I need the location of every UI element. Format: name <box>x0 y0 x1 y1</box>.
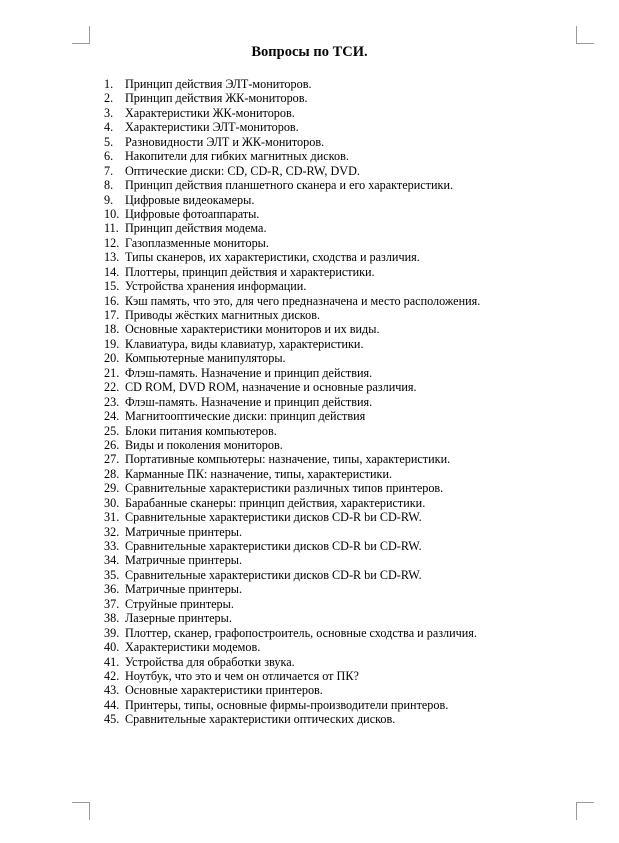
question-text: Клавиатура, виды клавиатур, характеристики. <box>125 336 364 351</box>
question-text: Основные характеристики принтеров. <box>125 683 323 698</box>
question-number: 14. <box>104 264 120 279</box>
questions-list <box>104 77 480 727</box>
question-text: Накопители для гибких магнитных дисков. <box>125 149 349 164</box>
question-text: Типы сканеров, их характеристики, сходства и различия. <box>125 250 420 265</box>
question-item <box>104 481 480 495</box>
question-item <box>104 539 480 553</box>
question-item <box>104 279 480 293</box>
question-text: Принцип действия ЖК-мониторов. <box>125 91 308 106</box>
question-number: 30. <box>104 495 120 510</box>
question-number: 28. <box>104 466 120 481</box>
question-number: 13. <box>104 250 120 265</box>
question-text: Матричные принтеры. <box>125 524 243 539</box>
question-text: Характеристики ЖК-мониторов. <box>125 105 295 120</box>
question-text: Приводы жёстких магнитных дисков. <box>125 308 321 322</box>
question-item <box>104 712 480 726</box>
question-item <box>104 366 480 380</box>
question-text: Карманные ПК: назначение, типы, характеристики. <box>125 466 393 481</box>
question-text: Кэш память, что это, для чего предназначена и место расположения. <box>125 293 481 308</box>
question-text: Устройства для обработки звука. <box>125 654 295 669</box>
question-text: Флэш-память. Назначение и принцип действия. <box>125 365 373 380</box>
question-item <box>104 655 480 669</box>
question-number: 20. <box>104 351 120 366</box>
question-number: 8. <box>104 178 114 193</box>
question-item <box>104 149 480 163</box>
question-item <box>104 221 480 235</box>
question-text: Флэш-память. Назначение и принцип действия. <box>125 394 373 409</box>
question-number: 12. <box>104 235 120 250</box>
question-number: 45. <box>104 712 120 727</box>
question-item <box>104 395 480 409</box>
question-text: Принцип действия планшетного сканера и его характеристики. <box>125 178 454 193</box>
question-number: 43. <box>104 683 120 698</box>
question-item <box>104 207 480 221</box>
question-number: 3. <box>104 105 114 120</box>
question-text: Оптические диски: CD, CD-R, CD-RW, DVD. <box>125 163 360 178</box>
crop-mark-top-right <box>576 26 594 44</box>
question-item <box>104 351 480 365</box>
question-number: 31. <box>104 510 120 525</box>
question-number: 4. <box>104 120 114 135</box>
question-number: 44. <box>104 697 120 712</box>
question-item <box>104 525 480 539</box>
question-item <box>104 452 480 466</box>
question-number: 21. <box>104 365 120 380</box>
question-number: 18. <box>104 322 120 337</box>
question-item <box>104 626 480 640</box>
question-text: Принтеры, типы, основные фирмы-производители принтеров. <box>125 697 449 712</box>
question-item <box>104 611 480 625</box>
question-number: 25. <box>104 423 120 438</box>
crop-mark-top-left <box>72 26 90 44</box>
question-item <box>104 640 480 654</box>
question-item <box>104 120 480 134</box>
question-text: Компьютерные манипуляторы. <box>125 351 286 366</box>
question-number: 9. <box>104 192 114 207</box>
question-item <box>104 337 480 351</box>
question-text: Лазерные принтеры. <box>125 611 232 626</box>
question-number: 42. <box>104 668 120 683</box>
question-text: Сравнительные характеристики дисков CD-R bи CD-RW. <box>125 539 422 553</box>
question-text: Принцип действия ЭЛТ-мониторов. <box>125 77 312 91</box>
question-number: 34. <box>104 553 120 568</box>
question-text: Характеристики ЭЛТ-мониторов. <box>125 120 299 135</box>
question-text: Цифровые видеокамеры. <box>125 192 255 207</box>
question-text: Виды и поколения мониторов. <box>125 437 283 452</box>
question-item <box>104 409 480 423</box>
question-item <box>104 250 480 264</box>
question-number: 38. <box>104 611 120 626</box>
document-title: Вопросы по ТСИ. <box>251 44 368 60</box>
question-number: 7. <box>104 163 114 178</box>
question-text: Плоттер, сканер, графопостроитель, основные сходства и различия. <box>125 625 477 640</box>
question-item <box>104 669 480 683</box>
question-item <box>104 496 480 510</box>
question-item <box>104 164 480 178</box>
question-text: CD ROM, DVD ROM, назначение и основные различия. <box>125 380 417 395</box>
question-item <box>104 178 480 192</box>
question-item <box>104 380 480 394</box>
question-number: 5. <box>104 134 114 149</box>
question-text: Матричные принтеры. <box>125 582 243 597</box>
question-item <box>104 568 480 582</box>
question-item <box>104 683 480 697</box>
question-text: Характеристики модемов. <box>125 640 261 655</box>
question-text: Устройства хранения информации. <box>125 279 307 294</box>
question-item <box>104 91 480 105</box>
question-text: Ноутбук, что это и чем он отличается от ПК? <box>125 668 359 683</box>
question-text: Барабанные сканеры: принцип действия, характеристики. <box>125 495 426 510</box>
question-text: Принцип действия модема. <box>125 221 267 236</box>
crop-mark-bottom-left <box>72 802 90 820</box>
question-item <box>104 553 480 567</box>
question-item <box>104 193 480 207</box>
question-text: Сравнительные характеристики оптических дисков. <box>125 712 396 727</box>
question-number: 2. <box>104 91 114 106</box>
question-item <box>104 294 480 308</box>
question-text: Магнитооптические диски: принцип действия <box>125 409 366 424</box>
question-item <box>104 467 480 481</box>
question-number: 1. <box>104 77 114 91</box>
question-number: 29. <box>104 481 120 496</box>
question-item <box>104 698 480 712</box>
question-item <box>104 424 480 438</box>
question-text: Газоплазменные мониторы. <box>125 235 269 250</box>
question-text: Цифровые фотоаппараты. <box>125 206 260 221</box>
question-text: Сравнительные характеристики дисков CD-R bи CD-RW. <box>125 510 422 525</box>
question-number: 41. <box>104 654 120 669</box>
question-number: 40. <box>104 640 120 655</box>
question-text: Разновидности ЭЛТ и ЖК-мониторов. <box>125 134 325 149</box>
question-text: Основные характеристики мониторов и их виды. <box>125 322 380 337</box>
question-number: 33. <box>104 539 120 553</box>
question-number: 15. <box>104 279 120 294</box>
question-text: Блоки питания компьютеров. <box>125 423 277 438</box>
question-item <box>104 597 480 611</box>
question-item <box>104 308 480 322</box>
question-text: Плоттеры, принцип действия и характеристики. <box>125 264 375 279</box>
question-number: 23. <box>104 394 120 409</box>
question-item <box>104 322 480 336</box>
question-number: 39. <box>104 625 120 640</box>
question-number: 10. <box>104 206 120 221</box>
question-item <box>104 135 480 149</box>
question-number: 27. <box>104 452 120 467</box>
question-text: Портативные компьютеры: назначение, типы, характеристики. <box>125 452 451 467</box>
question-number: 6. <box>104 149 114 164</box>
question-number: 32. <box>104 524 120 539</box>
question-text: Сравнительные характеристики дисков CD-R bи CD-RW. <box>125 567 422 582</box>
question-item <box>104 582 480 596</box>
question-item <box>104 236 480 250</box>
question-number: 17. <box>104 308 120 322</box>
question-item <box>104 77 480 91</box>
question-item <box>104 510 480 524</box>
question-number: 36. <box>104 582 120 597</box>
question-item <box>104 265 480 279</box>
question-number: 37. <box>104 596 120 611</box>
question-number: 11. <box>104 221 119 236</box>
question-item <box>104 438 480 452</box>
question-number: 19. <box>104 336 120 351</box>
question-text: Матричные принтеры. <box>125 553 243 568</box>
question-number: 16. <box>104 293 120 308</box>
question-text: Струйные принтеры. <box>125 596 234 611</box>
question-text: Сравнительные характеристики различных типов принтеров. <box>125 481 444 496</box>
question-number: 22. <box>104 380 120 395</box>
crop-mark-bottom-right <box>576 802 594 820</box>
question-number: 26. <box>104 437 120 452</box>
question-number: 24. <box>104 409 120 424</box>
question-item <box>104 106 480 120</box>
question-number: 35. <box>104 567 120 582</box>
